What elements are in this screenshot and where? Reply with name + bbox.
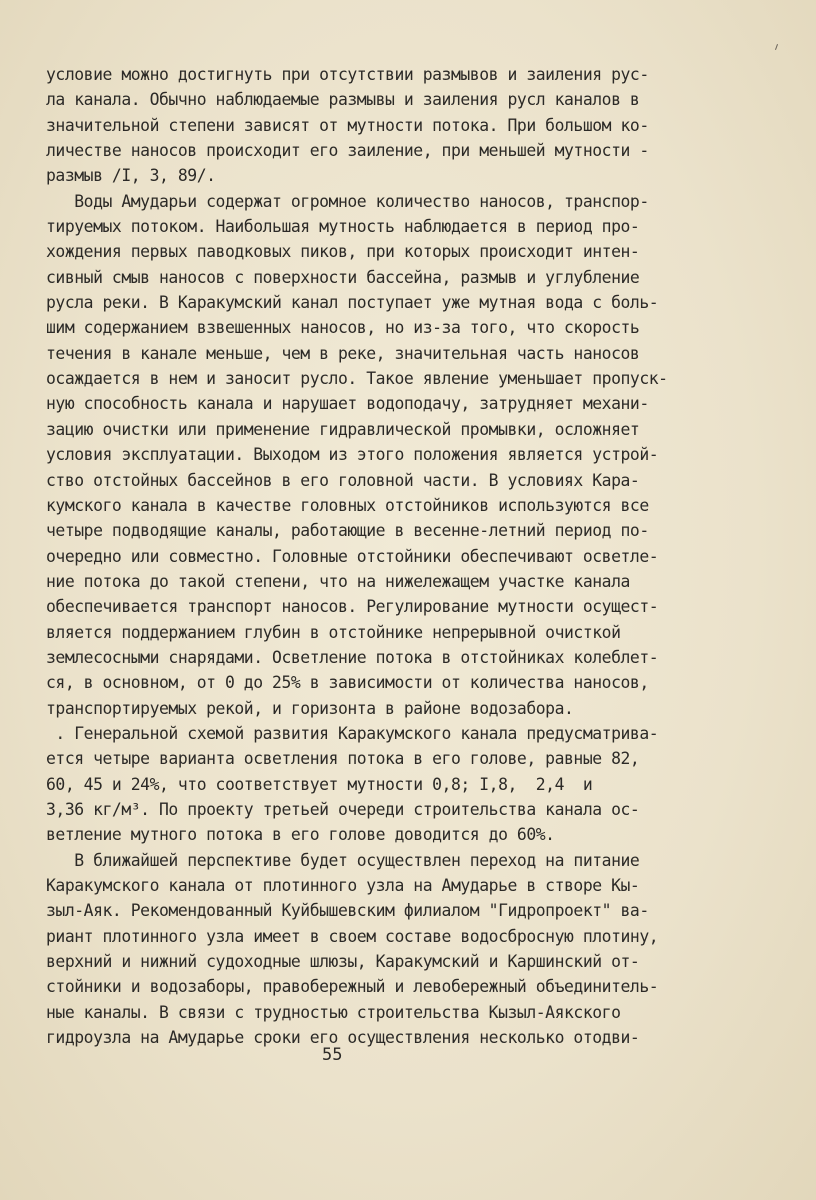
text-line: ся, в основном, от 0 до 25% в зависимости от количества наносов, (46, 673, 649, 693)
text-line: 3,36 кг/м³. По проекту третьей очереди строительства канала ос- (46, 799, 640, 819)
text-line: 60, 45 и 24%, что соответствует мутности 0,8; I,8, 2,4 и (46, 774, 593, 794)
text-line: личестве наносов происходит его заиление, при меньшей мутности - (46, 141, 649, 161)
text-line: ветление мутного потока в его голове доводится до 60%. (46, 825, 555, 845)
text-line: обеспечивается транспорт наносов. Регулирование мутности осущест- (46, 597, 659, 617)
text-line: В ближайшей перспективе будет осуществлен переход на питание (46, 850, 640, 870)
text-line: ство отстойных бассейнов в его головной части. В условиях Кара- (46, 470, 640, 490)
text-line: русла реки. В Каракумский канал поступает уже мутная вода с боль- (46, 293, 659, 313)
text-line: вляется поддержанием глубин в отстойнике непрерывной очисткой (46, 622, 621, 642)
page-number: 55 (322, 1045, 343, 1065)
text-line: размыв /I, 3, 89/. (46, 166, 216, 186)
text-line: зацию очистки или применение гидравлической промывки, осложняет (46, 419, 640, 439)
text-line: . Генеральной схемой развития Каракумского канала предусматрива- (46, 723, 659, 743)
text-line: тируемых потоком. Наибольшая мутность наблюдается в период про- (46, 217, 640, 237)
body-text (46, 62, 736, 1050)
text-line: значительной степени зависят от мутности потока. При большом ко- (46, 115, 649, 135)
text-line: сивный смыв наносов с поверхности бассейна, размыв и углубление (46, 267, 640, 287)
text-line: ную способность канала и нарушает водоподачу, затрудняет механи- (46, 394, 649, 414)
text-line: землесосными снарядами. Осветление потока в отстойниках колеблет- (46, 647, 659, 667)
text-line: хождения первых паводковых пиков, при которых происходит интен- (46, 242, 640, 262)
text-line: зыл-Аяк. Рекомендованный Куйбышевским филиалом "Гидропроект" ва- (46, 901, 649, 921)
text-line: ние потока до такой степени, что на нижележащем участке канала (46, 571, 630, 591)
text-line: условия эксплуатации. Выходом из этого положения является устрой- (46, 445, 659, 465)
text-line: транспортируемых рекой, и горизонта в районе водозабора. (46, 698, 574, 718)
text-line: течения в канале меньше, чем в реке, значительная часть наносов (46, 343, 640, 363)
text-line: кумского канала в качестве головных отстойников используются все (46, 495, 649, 515)
text-line: очередно или совместно. Головные отстойники обеспечивают осветле- (46, 546, 659, 566)
text-line: условие можно достигнуть при отсутствии размывов и заиления рус- (46, 65, 649, 84)
text-line: Каракумского канала от плотинного узла на Амударье в створе Кы- (46, 876, 640, 895)
text-line: осаждается в нем и заносит русло. Такое явление уменьшает пропуск- (46, 369, 668, 389)
text-line: ла канала. Обычно наблюдаемые размывы и заиления русл каналов в (46, 90, 640, 110)
text-line: верхний и нижний судоходные шлюзы, Каракумский и Каршинский от- (46, 952, 640, 972)
text-line: гидроузла на Амударье сроки его осуществления несколько отодви- (46, 1028, 640, 1048)
text-line: ные каналы. В связи с трудностью строительства Кызыл-Аякского (46, 1002, 621, 1022)
text-line: риант плотинного узла имеет в своем составе водосбросную плотину, (46, 926, 659, 946)
text-line: ется четыре варианта осветления потока в его голове, равные 82, (46, 749, 640, 769)
text-line: стойники и водозаборы, правобережный и левобережный объединитель- (46, 977, 659, 997)
text-line: четыре подводящие каналы, работающие в весенне-летний период по- (46, 521, 649, 541)
paper-speck (775, 44, 778, 50)
text-line: шим содержанием взвешенных наносов, но из-за того, что скорость (46, 318, 640, 338)
text-line: Воды Амударьи содержат огромное количество наносов, транспор- (46, 191, 649, 211)
